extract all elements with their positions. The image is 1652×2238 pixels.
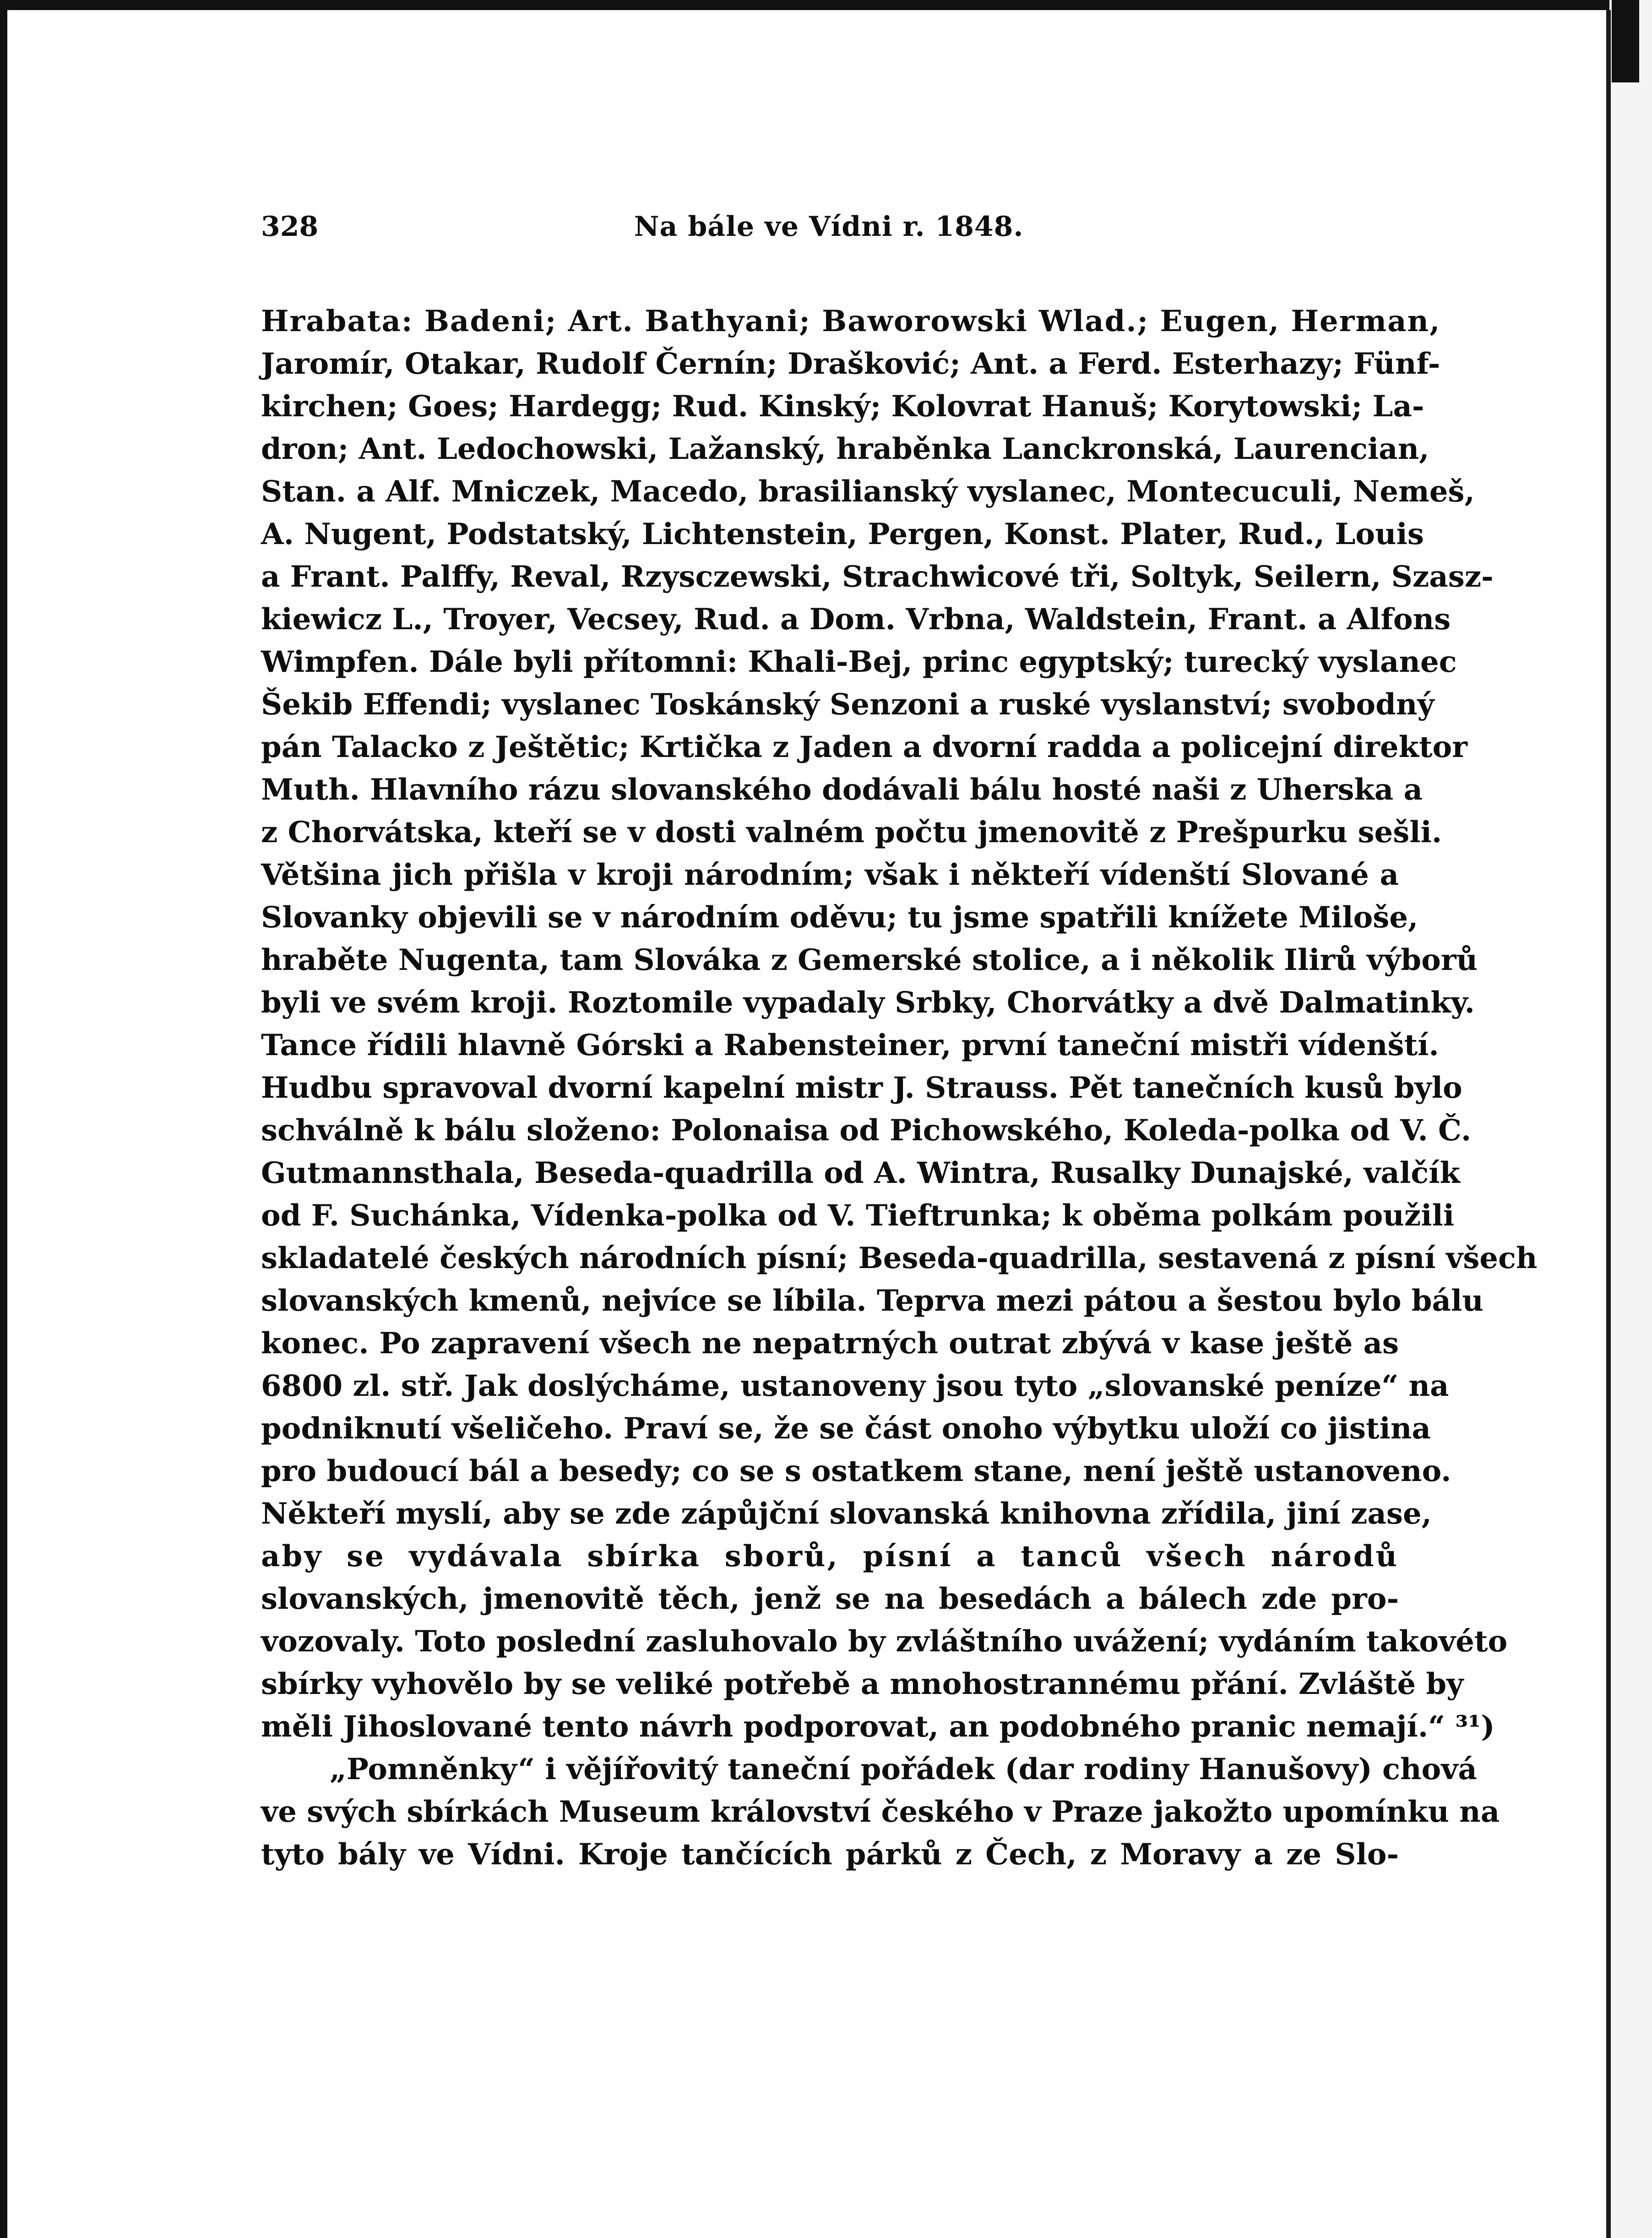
- text-line: Muth. Hlavního rázu slovanského dodávali bálu hosté naši z Uherska a: [261, 773, 1423, 807]
- text-line: od F. Suchánka, Vídenka-polka od V. Tieftrunka; k oběma polkám použili: [261, 1198, 1455, 1233]
- text-line: Hrabata: Badeni; Art. Bathyani; Baworowski Wlad.; Eugen, Herman,: [261, 304, 1441, 338]
- text-line: pro budoucí bál a besedy; co se s ostatkem stane, není ještě ustanoveno.: [261, 1454, 1451, 1488]
- text-line: Gutmannsthala, Beseda-quadrilla od A. Wintra, Rusalky Dunajské, valčík: [261, 1156, 1460, 1190]
- text-line: Někteří myslí, aby se zde zápůjční slovanská knihovna zřídila, jiní zase,: [261, 1497, 1432, 1531]
- text-line: kirchen; Goes; Hardegg; Rud. Kinský; Kolovrat Hanuš; Korytowski; La-: [261, 389, 1424, 424]
- text-line: sbírky vyhovělo by se veliké potřebě a mnohostrannému přání. Zvláště by: [261, 1667, 1464, 1701]
- scan-border-top: [0, 0, 1652, 10]
- text-line: A. Nugent, Podstatský, Lichtenstein, Pergen, Konst. Plater, Rud., Louis: [261, 517, 1424, 551]
- text-line: tyto bály ve Vídni. Kroje tančících párků z Čech, z Moravy a ze Slo-: [261, 1837, 1399, 1872]
- text-line: z Chorvátska, kteří se v dosti valném počtu jmenovitě z Prešpurku sešli.: [261, 815, 1442, 849]
- text-line: Wimpfen. Dále byli přítomni: Khali-Bej, princ egyptský; turecký vyslanec: [261, 645, 1457, 679]
- running-head: Na bále ve Vídni r. 1848.: [634, 211, 1024, 243]
- text-line: podniknutí všeličeho. Praví se, že se část onoho výbytku uloží co jistina: [261, 1411, 1431, 1446]
- scan-border-right-notch: [1612, 0, 1639, 82]
- body-text: [261, 300, 1538, 1876]
- text-line: 6800 zl. stř. Jak doslýcháme, ustanoveny jsou tyto „slovanské peníze“ na: [261, 1369, 1449, 1403]
- text-line: dron; Ant. Ledochowski, Lažanský, hraběnka Lanckronská, Laurencian,: [261, 432, 1429, 466]
- text-line: byli ve svém kroji. Roztomile vypadaly Srbky, Chorvátky a dvě Dalmatinky.: [261, 986, 1475, 1020]
- text-line: slovanských, jmenovitě těch, jenž se na besedách a bálech zde pro-: [261, 1582, 1399, 1616]
- text-line: Slovanky objevili se v národním oděvu; tu jsme spatřili knížete Miloše,: [261, 900, 1418, 935]
- text-line: Většina jich přišla v kroji národním; však i někteří vídenští Slované a: [261, 858, 1399, 892]
- text-line: ve svých sbírkách Museum království českého v Praze jakožto upomínku na: [261, 1795, 1500, 1829]
- text-line: „Pomněnky“ i vějířovitý taneční pořádek (dar rodiny Hanušovy) chová: [330, 1752, 1477, 1786]
- text-line: Šekib Effendi; vyslanec Toskánský Senzoni a ruské vyslanství; svobodný: [261, 687, 1435, 722]
- text-line: kiewicz L., Troyer, Vecsey, Rud. a Dom. Vrbna, Waldstein, Frant. a Alfons: [261, 602, 1451, 637]
- text-line: Stan. a Alf. Mniczek, Macedo, brasilianský vyslanec, Montecuculi, Nemeš,: [261, 474, 1475, 509]
- page-header: [261, 211, 1397, 261]
- text-line: Tance řídili hlavně Górski a Rabensteiner, první taneční mistři vídenští.: [261, 1028, 1439, 1062]
- text-line: a Frant. Palffy, Reval, Rzysczewski, Strachwicové tři, Soltyk, Seilern, Szasz-: [261, 560, 1494, 594]
- text-line: aby se vydávala sbírka sborů, písní a tanců všech národů: [261, 1539, 1399, 1574]
- scan-border-left: [0, 0, 7, 2238]
- text-line: Jaromír, Otakar, Rudolf Černín; Drašković; Ant. a Ferd. Esterhazy; Fünf-: [261, 347, 1440, 381]
- page-number: 328: [261, 211, 319, 243]
- text-line: pán Talacko z Ještětic; Krtička z Jaden a dvorní radda a policejní direktor: [261, 730, 1467, 764]
- text-line: schválně k bálu složeno: Polonaisa od Pichowského, Koleda-polka od V. Č.: [261, 1113, 1472, 1148]
- text-line: měli Jihoslované tento návrh podporovat, an podobného pranic nemají.“ ³¹): [261, 1710, 1495, 1744]
- scan-border-right-line: [1606, 10, 1611, 2238]
- text-line: konec. Po zapravení všech ne nepatrných outrat zbývá v kase ještě as: [261, 1326, 1399, 1361]
- text-line: Hudbu spravoval dvorní kapelní mistr J. Strauss. Pět tanečních kusů bylo: [261, 1071, 1462, 1105]
- text-line: vozovaly. Toto poslední zasluhovalo by zvláštního uvážení; vydáním takovéto: [261, 1624, 1508, 1659]
- scan-border-right: [1609, 0, 1652, 2238]
- text-line: skladatelé českých národních písní; Beseda-quadrilla, sestavená z písní všech: [261, 1241, 1538, 1275]
- text-line: hraběte Nugenta, tam Slováka z Gemerské stolice, a i několik Ilirů výborů: [261, 943, 1478, 977]
- text-line: slovanských kmenů, nejvíce se líbila. Teprva mezi pátou a šestou bylo bálu: [261, 1284, 1484, 1318]
